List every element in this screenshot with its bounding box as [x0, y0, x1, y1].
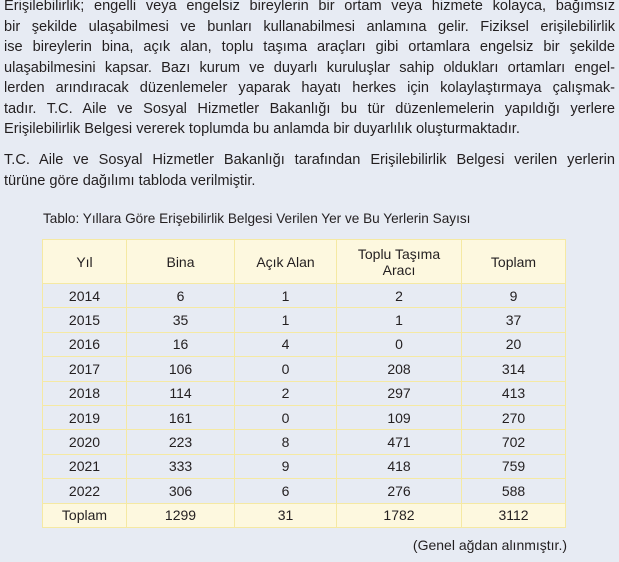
table-row — [43, 430, 566, 454]
cell-total: 9 — [462, 284, 566, 308]
table-total-row — [43, 503, 566, 527]
cell-building: 114 — [127, 381, 235, 405]
cell-open-area: 9 — [235, 454, 337, 478]
cell-open-area: 8 — [235, 430, 337, 454]
cell-open-area: 6 — [235, 479, 337, 503]
table-row — [43, 454, 566, 478]
cell-total: 759 — [462, 454, 566, 478]
cell-building: 106 — [127, 357, 235, 381]
table-row — [43, 284, 566, 308]
cell-total: 270 — [462, 405, 566, 429]
paragraph-line: lerden arındıracak düzenlemeler yaparak hayatı herkes için kolaylaştırmaya çalışmak- — [4, 80, 615, 96]
paragraph-line: Erişilebilirlik; engelli veya engelsiz bireylerin bir ortam veya hizmete kolayca, bağımsız — [4, 0, 615, 14]
paragraph-line: tadır. T.C. Aile ve Sosyal Hizmetler Bakanlığı bu tür düzenlemelerin yapıldığı yerlere — [4, 100, 615, 117]
table-header-row — [43, 240, 566, 284]
table-row — [43, 332, 566, 356]
header-total: Toplam — [462, 240, 566, 284]
cell-total: 702 — [462, 430, 566, 454]
cell-open-area: 0 — [235, 405, 337, 429]
cell-year: 2020 — [43, 430, 127, 454]
cell-public-transport: 208 — [337, 357, 462, 381]
table-row — [43, 381, 566, 405]
cell-building: 161 — [127, 405, 235, 429]
cell-building: 223 — [127, 430, 235, 454]
cell-public-transport: 471 — [337, 430, 462, 454]
table-row — [43, 405, 566, 429]
cell-total: 413 — [462, 381, 566, 405]
table-row — [43, 308, 566, 332]
paragraph-line: T.C. Aile ve Sosyal Hizmetler Bakanlığı tarafından Erişilebilirlik Belgesi verilen yerlerin — [4, 152, 615, 168]
cell-public-transport: 1 — [337, 308, 462, 332]
cell-building: 16 — [127, 332, 235, 356]
cell-total: 20 — [462, 332, 566, 356]
cell-open-area: 2 — [235, 381, 337, 405]
source-note: (Genel ağdan alınmıştır.) — [412, 537, 567, 553]
total-public-transport: 1782 — [337, 503, 462, 527]
total-label: Toplam — [43, 503, 127, 527]
cell-total: 588 — [462, 479, 566, 503]
cell-public-transport: 276 — [337, 479, 462, 503]
cell-year: 2014 — [43, 284, 127, 308]
cell-year: 2017 — [43, 357, 127, 381]
table-intro-paragraph — [4, 150, 615, 191]
total-building: 1299 — [127, 503, 235, 527]
cell-public-transport: 0 — [337, 332, 462, 356]
cell-year: 2016 — [43, 332, 127, 356]
cell-public-transport: 297 — [337, 381, 462, 405]
cell-total: 314 — [462, 357, 566, 381]
paragraph-line: türüne göre dağılımı tabloda verilmiştir. — [4, 172, 256, 189]
paragraph-line: ulaşabilmesini kapsar. Bazı kurum ve duyarlı kuruluşlar sahip oldukları ortamları engel- — [4, 59, 615, 76]
cell-open-area: 4 — [235, 332, 337, 356]
cell-total: 37 — [462, 308, 566, 332]
cell-year: 2021 — [43, 454, 127, 478]
cell-building: 306 — [127, 479, 235, 503]
cell-public-transport: 2 — [337, 284, 462, 308]
header-open-area: Açık Alan — [235, 240, 337, 284]
header-building: Bina — [127, 240, 235, 284]
cell-year: 2022 — [43, 479, 127, 503]
total-open-area: 31 — [235, 503, 337, 527]
cell-open-area: 1 — [235, 308, 337, 332]
paragraph-line: ise bireylerin bina, açık alan, toplu taşıma araçları gibi ortamlara engelsiz bir şekilde — [4, 39, 615, 55]
table-row — [43, 357, 566, 381]
cell-year: 2018 — [43, 381, 127, 405]
cell-building: 6 — [127, 284, 235, 308]
paragraph-line: bir şekilde ulaşabilmesi ve bunları kullanabilmesi anlamına gelir. Fiziksel erişilebilirlik — [4, 18, 615, 35]
cell-year: 2015 — [43, 308, 127, 332]
accessibility-certificate-table — [42, 239, 566, 528]
cell-building: 35 — [127, 308, 235, 332]
cell-building: 333 — [127, 454, 235, 478]
table-caption: Tablo: Yıllara Göre Erişebilirlik Belgesi Verilen Yer ve Bu Yerlerin Sayısı — [43, 211, 471, 226]
table-row — [43, 479, 566, 503]
intro-paragraph — [4, 0, 615, 140]
cell-public-transport: 418 — [337, 454, 462, 478]
cell-open-area: 0 — [235, 357, 337, 381]
header-year: Yıl — [43, 240, 127, 284]
header-public-transport: Toplu Taşıma Aracı — [337, 240, 462, 284]
cell-public-transport: 109 — [337, 405, 462, 429]
cell-open-area: 1 — [235, 284, 337, 308]
total-sum: 3112 — [462, 503, 566, 527]
cell-year: 2019 — [43, 405, 127, 429]
paragraph-line: Erişilebilirlik Belgesi vererek toplumda bu anlamda bir duyarlılık oluşturmaktadır. — [4, 121, 520, 137]
